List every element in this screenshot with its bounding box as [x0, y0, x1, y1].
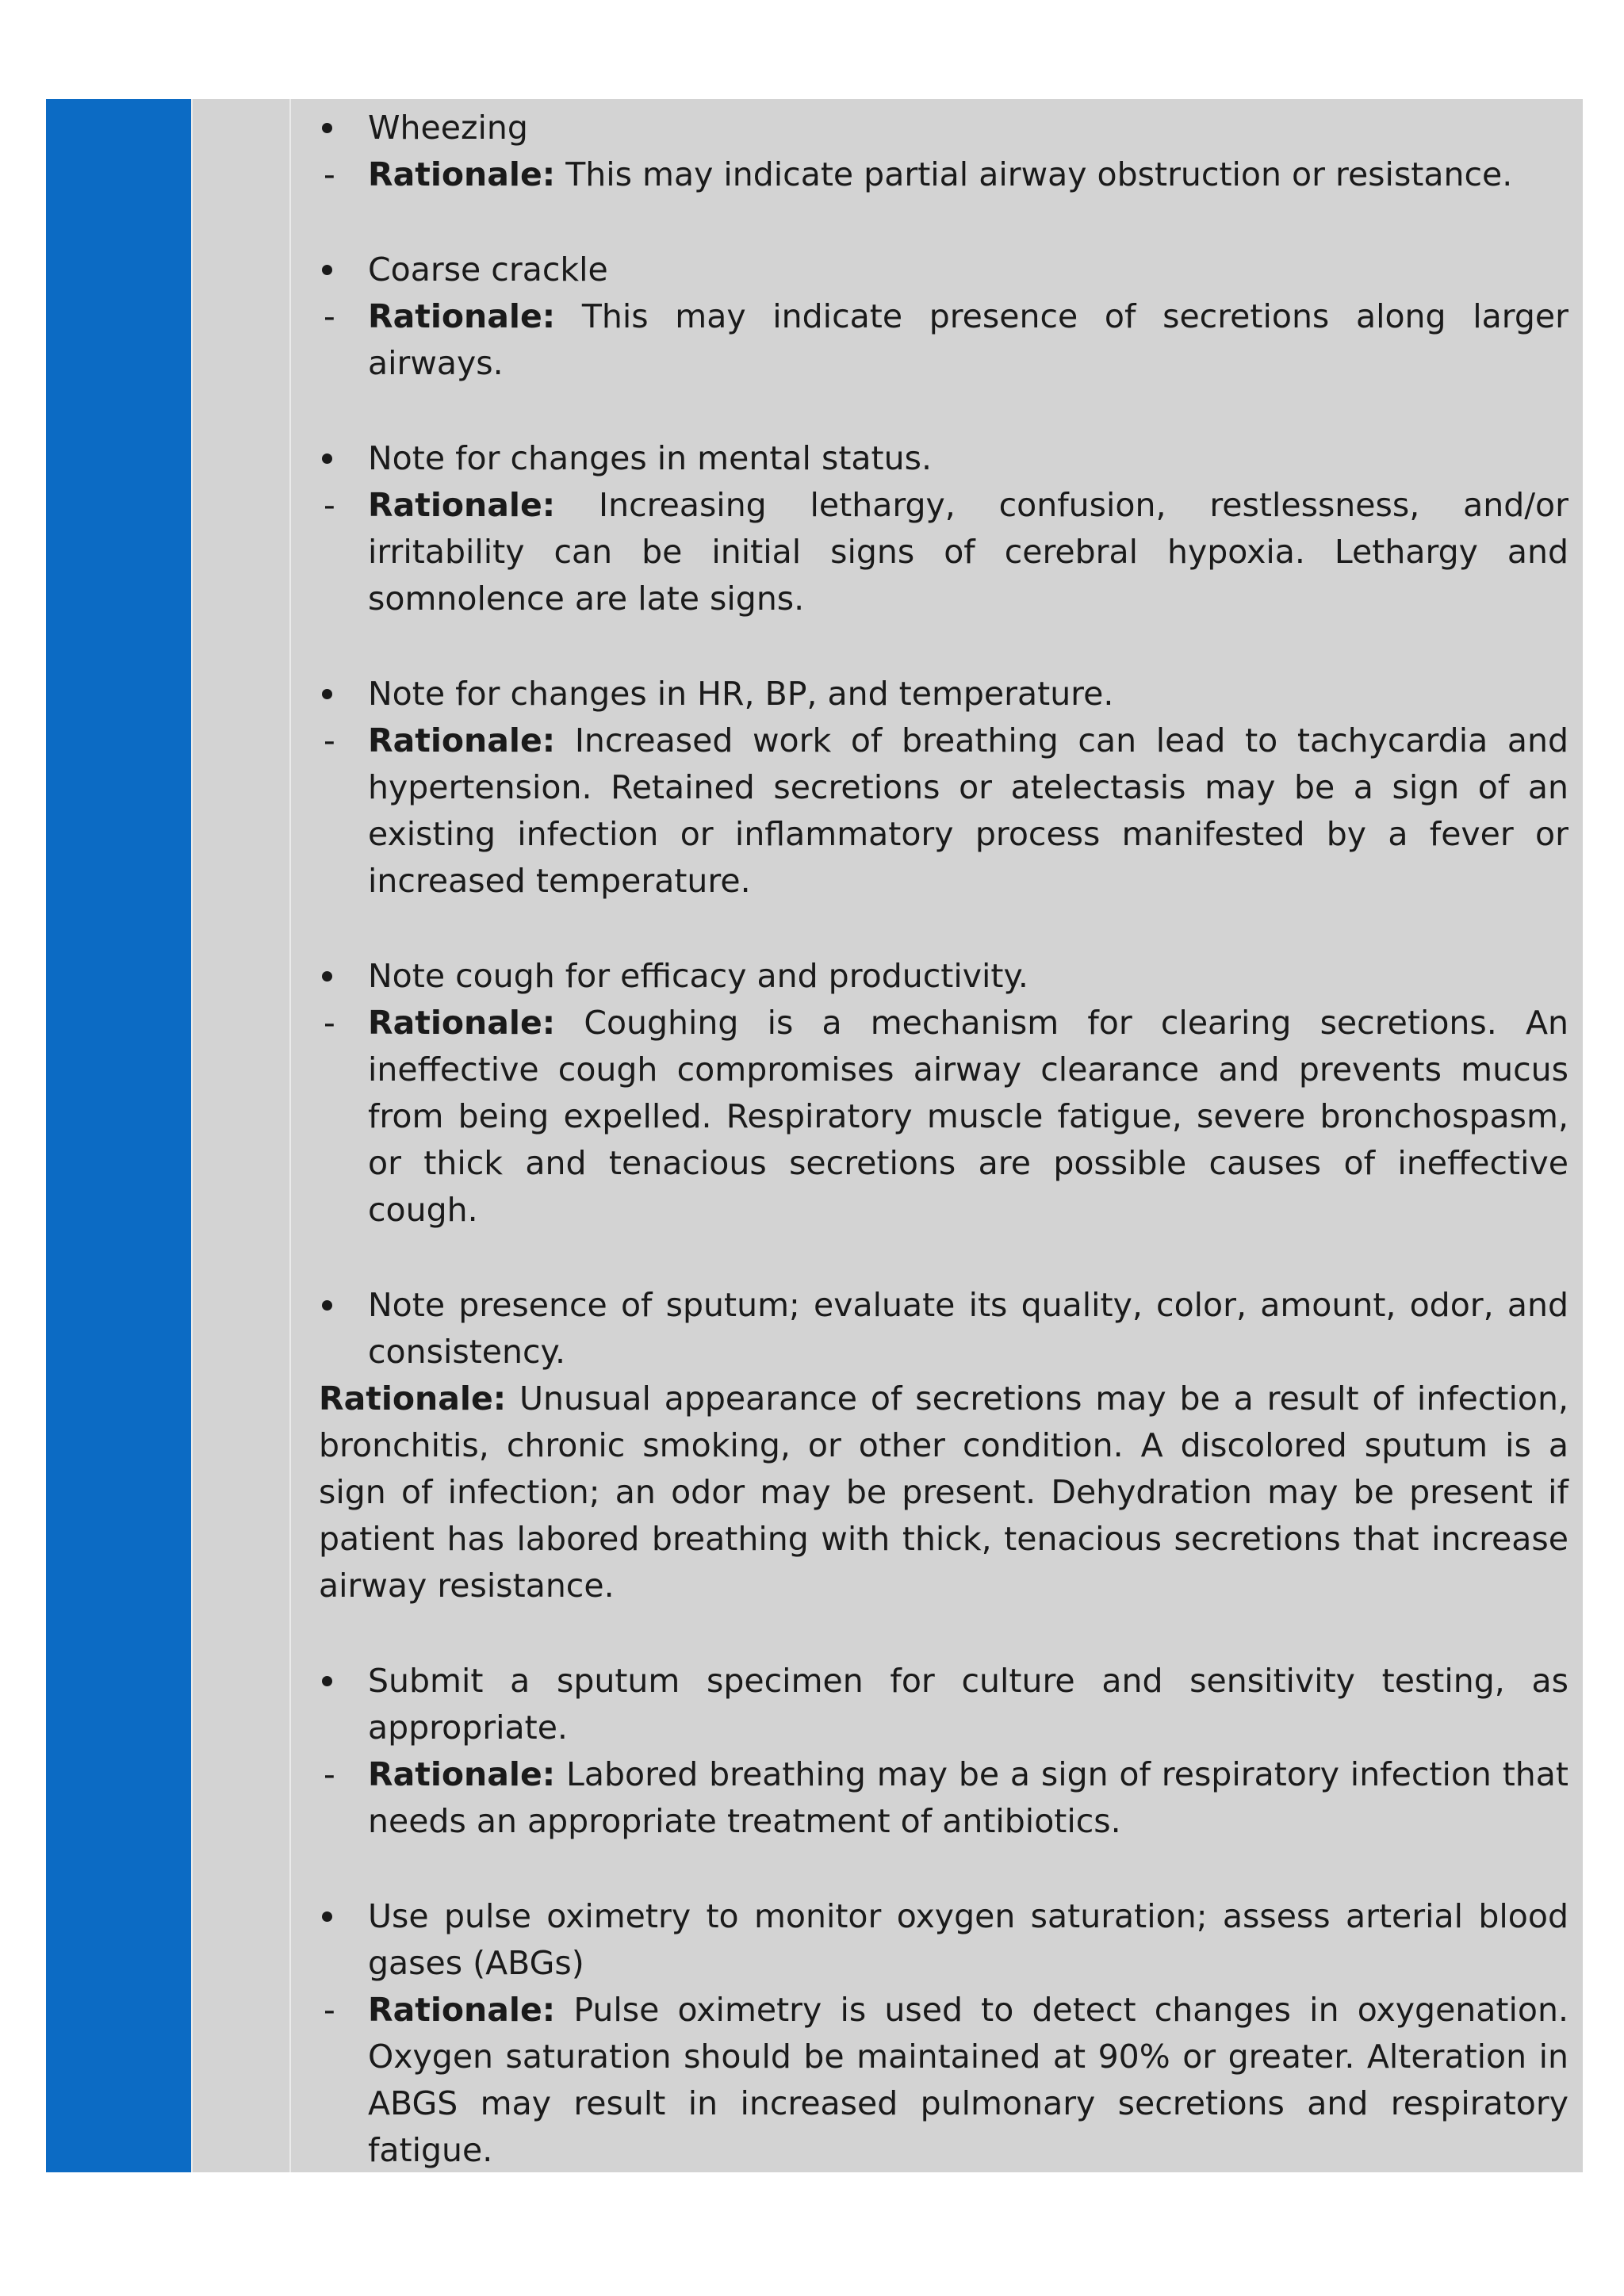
intervention-text: Use pulse oximetry to monitor oxygen saturation; assess arterial blood gases (ABGs)	[368, 1897, 1568, 1982]
rationale-row	[319, 151, 1568, 198]
rationale-row	[319, 1751, 1568, 1845]
rationale-text: Increasing lethargy, confusion, restlessness, and/or irritability can be initial signs of cerebral hypoxia. Lethargy and somnolence are late signs.	[368, 486, 1568, 618]
bullet-icon	[319, 1658, 358, 1705]
rationale-label: Rationale:	[368, 721, 556, 760]
rationale-text: This may indicate partial airway obstruction or resistance.	[565, 155, 1513, 193]
bullet-icon	[319, 1282, 358, 1329]
column-divider	[289, 99, 291, 2172]
list-item	[319, 953, 1568, 1234]
rationale-row	[319, 1376, 1568, 1609]
bullet-row	[319, 105, 1568, 151]
sidebar-color-band	[46, 99, 191, 2172]
rationale-label: Rationale:	[368, 155, 556, 193]
list-item	[319, 247, 1568, 387]
intervention-text: Submit a sputum specimen for culture and sensitivity testing, as appropriate.	[368, 1662, 1568, 1747]
rationale-text: Coughing is a mechanism for clearing secretions. An ineffective cough compromises airway clearance and prevents mucus from being expelled. Respiratory muscle fatigue, severe bronchospasm, or thick and tenacious secretions are possible causes of ineffective cough.	[368, 1004, 1568, 1229]
rationale-row	[319, 293, 1568, 387]
intervention-text: Note for changes in HR, BP, and temperature.	[368, 675, 1114, 713]
rationale-text: Labored breathing may be a sign of respiratory infection that needs an appropriate treatment of antibiotics.	[368, 1755, 1568, 1840]
list-item	[319, 1282, 1568, 1609]
rationale-label: Rationale:	[368, 1991, 556, 2029]
bullet-icon	[319, 435, 358, 482]
dash-marker: -	[324, 486, 335, 524]
rationale-row	[319, 718, 1568, 905]
bullet-icon	[319, 105, 358, 151]
bullet-row	[319, 953, 1568, 1000]
dash-marker: -	[324, 721, 335, 760]
list-item	[319, 105, 1568, 198]
rationale-row	[319, 482, 1568, 622]
dash-marker: -	[324, 1004, 335, 1042]
intervention-text: Wheezing	[368, 109, 528, 147]
intervention-text: Note cough for efficacy and productivity.	[368, 957, 1028, 995]
bullet-icon	[319, 1893, 358, 1940]
nursing-interventions-list	[319, 105, 1568, 2174]
dash-marker: -	[324, 155, 335, 193]
dash-marker: -	[324, 1991, 335, 2029]
rationale-row	[319, 1000, 1568, 1234]
list-item	[319, 1658, 1568, 1845]
rationale-text: Pulse oximetry is used to detect changes in oxygenation. Oxygen saturation should be maintained at 90% or greater. Alteration in ABGS may result in increased pulmonary secretions and respiratory fatigue.	[368, 1991, 1568, 2169]
rationale-text: Unusual appearance of secretions may be a result of infection, bronchitis, chronic smoking, or other condition. A discolored sputum is a sign of infection; an odor may be present. Dehydration may be present if patient has labored breathing with thick, tenacious secretions that increase airway resistance.	[319, 1380, 1568, 1605]
rationale-row	[319, 1987, 1568, 2174]
rationale-label: Rationale:	[319, 1380, 507, 1418]
rationale-label: Rationale:	[368, 486, 556, 524]
dash-marker: -	[324, 297, 335, 335]
bullet-icon	[319, 671, 358, 718]
list-item	[319, 671, 1568, 905]
bullet-icon	[319, 953, 358, 1000]
rationale-label: Rationale:	[368, 1004, 556, 1042]
dash-marker: -	[324, 1755, 335, 1793]
bullet-row	[319, 1893, 1568, 1987]
rationale-label: Rationale:	[368, 297, 556, 335]
bullet-row	[319, 1658, 1568, 1751]
rationale-label: Rationale:	[368, 1755, 556, 1793]
bullet-row	[319, 435, 1568, 482]
intervention-text: Note for changes in mental status.	[368, 439, 932, 477]
bullet-row	[319, 671, 1568, 718]
bullet-row	[319, 247, 1568, 293]
list-item	[319, 435, 1568, 622]
bullet-icon	[319, 247, 358, 293]
rationale-text: Increased work of breathing can lead to tachycardia and hypertension. Retained secretions or atelectasis may be a sign of an existing infection or inflammatory process manifested by a fever or increased temperature.	[368, 721, 1568, 900]
intervention-text: Note presence of sputum; evaluate its quality, color, amount, odor, and consistency.	[368, 1286, 1568, 1371]
list-item	[319, 1893, 1568, 2174]
column-divider	[191, 99, 193, 2172]
bullet-row	[319, 1282, 1568, 1376]
rationale-text: This may indicate presence of secretions along larger airways.	[368, 297, 1568, 382]
intervention-text: Coarse crackle	[368, 251, 608, 289]
